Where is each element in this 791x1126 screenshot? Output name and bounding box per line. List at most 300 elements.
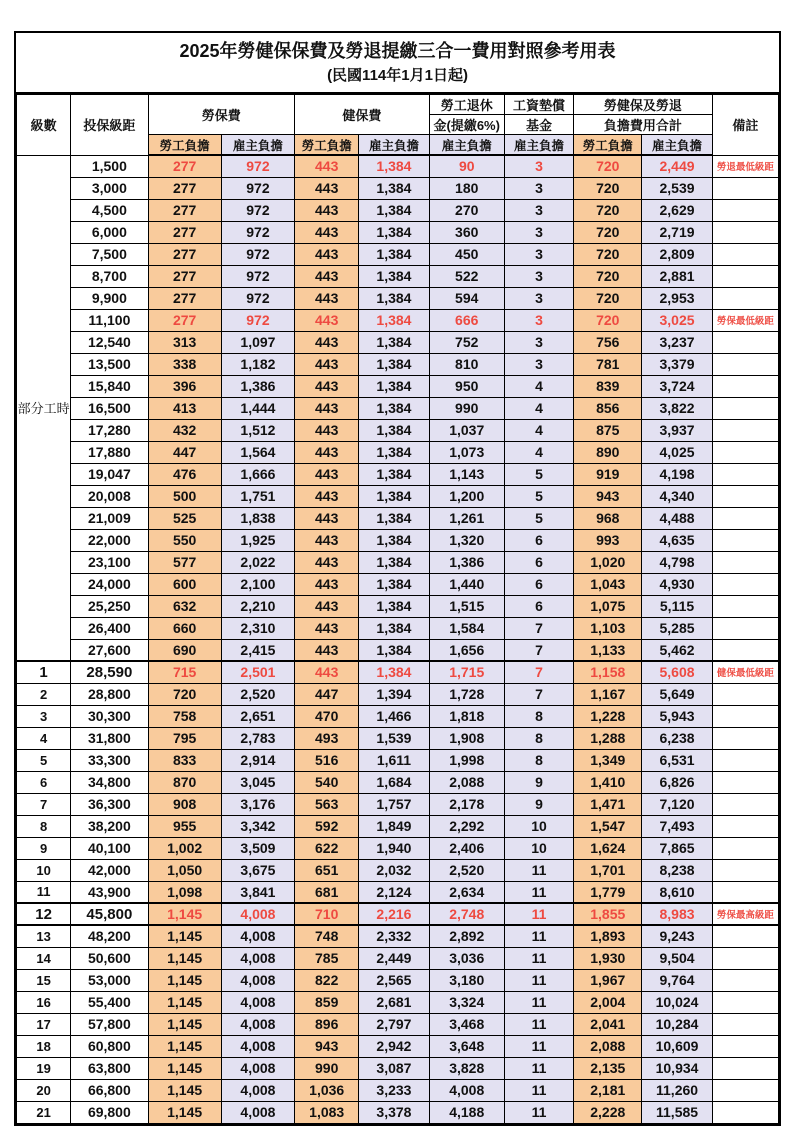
remark-cell	[712, 837, 778, 859]
table-row	[17, 617, 779, 639]
header-pension-line1: 勞工退休	[429, 95, 504, 115]
total-employer-cell: 3,822	[642, 397, 712, 419]
level-cell: 14	[17, 947, 71, 969]
table-row	[17, 705, 779, 727]
health-employer-cell: 1,384	[359, 507, 429, 529]
table-row	[17, 441, 779, 463]
health-employee-cell: 443	[295, 463, 359, 485]
wage-fund-employer-cell: 4	[504, 441, 573, 463]
wage-fund-employer-cell: 7	[504, 617, 573, 639]
bracket-cell: 25,250	[71, 595, 148, 617]
remark-cell	[712, 859, 778, 881]
pension-employer-cell: 450	[429, 243, 504, 265]
table-row	[17, 485, 779, 507]
bracket-cell: 17,880	[71, 441, 148, 463]
labor-employee-cell: 1,145	[148, 991, 221, 1013]
pension-employer-cell: 3,324	[429, 991, 504, 1013]
table-row	[17, 1013, 779, 1035]
total-employer-cell: 9,504	[642, 947, 712, 969]
level-cell: 17	[17, 1013, 71, 1035]
pension-employer-cell: 1,656	[429, 639, 504, 661]
health-employer-cell: 1,684	[359, 771, 429, 793]
health-employee-cell: 443	[295, 287, 359, 309]
labor-employer-cell: 1,838	[221, 507, 294, 529]
bracket-cell: 16,500	[71, 397, 148, 419]
labor-employee-cell: 277	[148, 309, 221, 331]
premium-table	[16, 94, 779, 1124]
total-employee-cell: 2,228	[574, 1101, 642, 1123]
bracket-cell: 40,100	[71, 837, 148, 859]
wage-fund-employer-cell: 3	[504, 287, 573, 309]
labor-employer-cell: 4,008	[221, 925, 294, 947]
table-header	[17, 95, 779, 156]
labor-employer-cell: 972	[221, 287, 294, 309]
wage-fund-employer-cell: 6	[504, 595, 573, 617]
wage-fund-employer-cell: 3	[504, 353, 573, 375]
labor-employee-cell: 277	[148, 177, 221, 199]
labor-employer-cell: 1,512	[221, 419, 294, 441]
total-employer-cell: 7,120	[642, 793, 712, 815]
bracket-cell: 20,008	[71, 485, 148, 507]
total-employee-cell: 993	[574, 529, 642, 551]
total-employer-cell: 2,953	[642, 287, 712, 309]
level-cell: 21	[17, 1101, 71, 1123]
wage-fund-employer-cell: 3	[504, 309, 573, 331]
health-employer-cell: 1,940	[359, 837, 429, 859]
bracket-cell: 42,000	[71, 859, 148, 881]
remark-cell	[712, 551, 778, 573]
pension-employer-cell: 1,440	[429, 573, 504, 595]
labor-employer-cell: 1,097	[221, 331, 294, 353]
bracket-cell: 45,800	[71, 903, 148, 925]
table-row	[17, 331, 779, 353]
header-remark: 備註	[712, 95, 778, 156]
pension-employer-cell: 752	[429, 331, 504, 353]
labor-employee-cell: 313	[148, 331, 221, 353]
pension-employer-cell: 1,200	[429, 485, 504, 507]
table-row	[17, 287, 779, 309]
remark-cell	[712, 639, 778, 661]
health-employee-cell: 1,036	[295, 1079, 359, 1101]
total-employee-cell: 2,088	[574, 1035, 642, 1057]
total-employee-cell: 919	[574, 463, 642, 485]
pension-employer-cell: 4,008	[429, 1079, 504, 1101]
bracket-cell: 57,800	[71, 1013, 148, 1035]
total-employer-cell: 11,260	[642, 1079, 712, 1101]
bracket-cell: 66,800	[71, 1079, 148, 1101]
total-employer-cell: 7,865	[642, 837, 712, 859]
wage-fund-employer-cell: 10	[504, 837, 573, 859]
pension-employer-cell: 2,748	[429, 903, 504, 925]
wage-fund-employer-cell: 7	[504, 661, 573, 683]
remark-cell	[712, 573, 778, 595]
labor-employer-cell: 3,675	[221, 859, 294, 881]
labor-employee-cell: 720	[148, 683, 221, 705]
remark-cell	[712, 793, 778, 815]
total-employee-cell: 1,349	[574, 749, 642, 771]
total-employer-cell: 10,609	[642, 1035, 712, 1057]
pension-employer-cell: 180	[429, 177, 504, 199]
total-employee-cell: 1,471	[574, 793, 642, 815]
labor-employee-cell: 660	[148, 617, 221, 639]
pension-employer-cell: 522	[429, 265, 504, 287]
labor-employee-cell: 396	[148, 375, 221, 397]
health-employee-cell: 990	[295, 1057, 359, 1079]
health-employee-cell: 443	[295, 639, 359, 661]
health-employee-cell: 592	[295, 815, 359, 837]
remark-cell	[712, 749, 778, 771]
labor-employer-cell: 4,008	[221, 903, 294, 925]
health-employee-cell: 681	[295, 881, 359, 903]
labor-employee-cell: 632	[148, 595, 221, 617]
pension-employer-cell: 1,143	[429, 463, 504, 485]
health-employer-cell: 2,032	[359, 859, 429, 881]
health-employer-cell: 1,394	[359, 683, 429, 705]
remark-cell	[712, 375, 778, 397]
total-employee-cell: 1,779	[574, 881, 642, 903]
table-row	[17, 925, 779, 947]
health-employer-cell: 1,384	[359, 661, 429, 683]
bracket-cell: 34,800	[71, 771, 148, 793]
labor-employee-cell: 413	[148, 397, 221, 419]
labor-employer-cell: 4,008	[221, 1079, 294, 1101]
bracket-cell: 17,280	[71, 419, 148, 441]
pension-employer-cell: 1,261	[429, 507, 504, 529]
labor-employee-cell: 525	[148, 507, 221, 529]
labor-employee-cell: 1,145	[148, 947, 221, 969]
health-employer-cell: 1,384	[359, 353, 429, 375]
wage-fund-employer-cell: 11	[504, 991, 573, 1013]
bracket-cell: 13,500	[71, 353, 148, 375]
health-employee-cell: 443	[295, 331, 359, 353]
level-cell: 4	[17, 727, 71, 749]
level-cell: 20	[17, 1079, 71, 1101]
health-employee-cell: 563	[295, 793, 359, 815]
labor-employee-cell: 795	[148, 727, 221, 749]
wage-fund-employer-cell: 4	[504, 375, 573, 397]
bracket-cell: 48,200	[71, 925, 148, 947]
bracket-cell: 60,800	[71, 1035, 148, 1057]
bracket-cell: 1,500	[71, 155, 148, 177]
pension-employer-cell: 1,037	[429, 419, 504, 441]
total-employee-cell: 781	[574, 353, 642, 375]
health-employer-cell: 1,384	[359, 331, 429, 353]
table-row	[17, 639, 779, 661]
health-employer-cell: 1,384	[359, 463, 429, 485]
labor-employee-cell: 1,145	[148, 1057, 221, 1079]
wage-fund-employer-cell: 11	[504, 1057, 573, 1079]
labor-employee-cell: 1,145	[148, 969, 221, 991]
labor-employee-cell: 1,145	[148, 925, 221, 947]
pension-employer-cell: 1,073	[429, 441, 504, 463]
pension-employer-cell: 666	[429, 309, 504, 331]
total-employee-cell: 720	[574, 309, 642, 331]
labor-employee-cell: 1,145	[148, 1035, 221, 1057]
bracket-cell: 7,500	[71, 243, 148, 265]
total-employee-cell: 1,288	[574, 727, 642, 749]
total-employer-cell: 2,809	[642, 243, 712, 265]
table-row	[17, 947, 779, 969]
health-employee-cell: 443	[295, 353, 359, 375]
labor-employer-cell: 3,509	[221, 837, 294, 859]
pension-employer-cell: 1,386	[429, 551, 504, 573]
health-employer-cell: 1,384	[359, 441, 429, 463]
pension-employer-cell: 2,292	[429, 815, 504, 837]
health-employee-cell: 443	[295, 177, 359, 199]
total-employee-cell: 1,967	[574, 969, 642, 991]
remark-cell	[712, 969, 778, 991]
total-employer-cell: 2,881	[642, 265, 712, 287]
total-employee-cell: 2,135	[574, 1057, 642, 1079]
pension-employer-cell: 2,892	[429, 925, 504, 947]
health-employee-cell: 516	[295, 749, 359, 771]
pension-employer-cell: 990	[429, 397, 504, 419]
bracket-cell: 50,600	[71, 947, 148, 969]
table-row	[17, 573, 779, 595]
total-employer-cell: 4,930	[642, 573, 712, 595]
total-employer-cell: 4,488	[642, 507, 712, 529]
remark-cell	[712, 1013, 778, 1035]
reference-sheet	[14, 31, 781, 1126]
total-employer-cell: 7,493	[642, 815, 712, 837]
total-employee-cell: 1,103	[574, 617, 642, 639]
pension-employer-cell: 1,715	[429, 661, 504, 683]
bracket-cell: 55,400	[71, 991, 148, 1013]
level-cell: 3	[17, 705, 71, 727]
total-employee-cell: 890	[574, 441, 642, 463]
health-employee-cell: 1,083	[295, 1101, 359, 1123]
total-employer-cell: 6,531	[642, 749, 712, 771]
labor-employer-cell: 972	[221, 265, 294, 287]
wage-fund-employer-cell: 11	[504, 1101, 573, 1123]
header-wage-fund-line2: 基金	[504, 115, 573, 135]
labor-employee-cell: 715	[148, 661, 221, 683]
total-employer-cell: 4,025	[642, 441, 712, 463]
remark-cell: 勞保最低級距	[712, 309, 778, 331]
remark-cell: 勞退最低級距	[712, 155, 778, 177]
bracket-cell: 11,100	[71, 309, 148, 331]
total-employee-cell: 720	[574, 287, 642, 309]
health-employer-cell: 1,384	[359, 155, 429, 177]
level-cell: 7	[17, 793, 71, 815]
table-row	[17, 683, 779, 705]
health-employee-cell: 443	[295, 661, 359, 683]
remark-cell	[712, 441, 778, 463]
pension-employer-cell: 3,036	[429, 947, 504, 969]
table-row	[17, 727, 779, 749]
total-employer-cell: 4,798	[642, 551, 712, 573]
pension-employer-cell: 360	[429, 221, 504, 243]
health-employee-cell: 443	[295, 243, 359, 265]
health-employee-cell: 943	[295, 1035, 359, 1057]
total-employer-cell: 4,340	[642, 485, 712, 507]
subheader-pension-employer: 雇主負擔	[429, 135, 504, 156]
bracket-cell: 31,800	[71, 727, 148, 749]
bracket-cell: 30,300	[71, 705, 148, 727]
remark-cell	[712, 397, 778, 419]
labor-employee-cell: 690	[148, 639, 221, 661]
health-employer-cell: 1,539	[359, 727, 429, 749]
subheader-total-employer: 雇主負擔	[642, 135, 712, 156]
remark-cell	[712, 727, 778, 749]
total-employee-cell: 756	[574, 331, 642, 353]
total-employer-cell: 10,284	[642, 1013, 712, 1035]
wage-fund-employer-cell: 6	[504, 529, 573, 551]
table-row	[17, 1035, 779, 1057]
wage-fund-employer-cell: 7	[504, 683, 573, 705]
labor-employer-cell: 2,501	[221, 661, 294, 683]
health-employer-cell: 1,384	[359, 397, 429, 419]
health-employer-cell: 1,757	[359, 793, 429, 815]
total-employer-cell: 6,238	[642, 727, 712, 749]
wage-fund-employer-cell: 6	[504, 551, 573, 573]
health-employee-cell: 443	[295, 265, 359, 287]
pension-employer-cell: 810	[429, 353, 504, 375]
total-employer-cell: 8,238	[642, 859, 712, 881]
table-row	[17, 771, 779, 793]
labor-employer-cell: 2,651	[221, 705, 294, 727]
table-row	[17, 375, 779, 397]
remark-cell: 勞保最高級距	[712, 903, 778, 925]
health-employee-cell: 443	[295, 419, 359, 441]
labor-employer-cell: 4,008	[221, 947, 294, 969]
health-employee-cell: 651	[295, 859, 359, 881]
remark-cell	[712, 485, 778, 507]
remark-cell	[712, 243, 778, 265]
subheader-labor-employee: 勞工負擔	[148, 135, 221, 156]
remark-cell	[712, 199, 778, 221]
bracket-cell: 22,000	[71, 529, 148, 551]
total-employer-cell: 8,610	[642, 881, 712, 903]
table-row	[17, 837, 779, 859]
total-employee-cell: 875	[574, 419, 642, 441]
wage-fund-employer-cell: 11	[504, 859, 573, 881]
wage-fund-employer-cell: 11	[504, 1013, 573, 1035]
remark-cell	[712, 815, 778, 837]
health-employer-cell: 1,384	[359, 265, 429, 287]
bracket-cell: 4,500	[71, 199, 148, 221]
wage-fund-employer-cell: 6	[504, 573, 573, 595]
health-employer-cell: 1,466	[359, 705, 429, 727]
labor-employer-cell: 972	[221, 221, 294, 243]
remark-cell	[712, 287, 778, 309]
remark-cell	[712, 925, 778, 947]
health-employee-cell: 443	[295, 529, 359, 551]
subheader-total-employee: 勞工負擔	[574, 135, 642, 156]
level-cell: 10	[17, 859, 71, 881]
part-time-label: 部分工時	[17, 155, 71, 661]
level-cell: 11	[17, 881, 71, 903]
health-employee-cell: 443	[295, 551, 359, 573]
pension-employer-cell: 950	[429, 375, 504, 397]
labor-employee-cell: 277	[148, 221, 221, 243]
labor-employer-cell: 2,783	[221, 727, 294, 749]
total-employee-cell: 2,041	[574, 1013, 642, 1035]
wage-fund-employer-cell: 11	[504, 881, 573, 903]
total-employee-cell: 2,004	[574, 991, 642, 1013]
header-bracket: 投保級距	[71, 95, 148, 156]
health-employee-cell: 859	[295, 991, 359, 1013]
remark-cell	[712, 507, 778, 529]
health-employer-cell: 1,384	[359, 309, 429, 331]
labor-employer-cell: 1,751	[221, 485, 294, 507]
total-employer-cell: 8,983	[642, 903, 712, 925]
labor-employer-cell: 4,008	[221, 969, 294, 991]
remark-cell	[712, 331, 778, 353]
health-employee-cell: 443	[295, 199, 359, 221]
level-cell: 15	[17, 969, 71, 991]
remark-cell	[712, 463, 778, 485]
health-employee-cell: 443	[295, 595, 359, 617]
subheader-health-employee: 勞工負擔	[295, 135, 359, 156]
total-employee-cell: 856	[574, 397, 642, 419]
labor-employee-cell: 833	[148, 749, 221, 771]
remark-cell	[712, 419, 778, 441]
total-employee-cell: 1,624	[574, 837, 642, 859]
table-row	[17, 177, 779, 199]
total-employer-cell: 9,243	[642, 925, 712, 947]
health-employer-cell: 1,384	[359, 375, 429, 397]
pension-employer-cell: 90	[429, 155, 504, 177]
wage-fund-employer-cell: 3	[504, 199, 573, 221]
labor-employee-cell: 577	[148, 551, 221, 573]
health-employer-cell: 1,384	[359, 243, 429, 265]
health-employer-cell: 1,384	[359, 529, 429, 551]
labor-employer-cell: 972	[221, 155, 294, 177]
labor-employee-cell: 476	[148, 463, 221, 485]
labor-employee-cell: 955	[148, 815, 221, 837]
health-employer-cell: 2,797	[359, 1013, 429, 1035]
labor-employee-cell: 277	[148, 265, 221, 287]
health-employee-cell: 622	[295, 837, 359, 859]
total-employee-cell: 720	[574, 243, 642, 265]
level-cell: 5	[17, 749, 71, 771]
total-employee-cell: 1,547	[574, 815, 642, 837]
labor-employer-cell: 2,100	[221, 573, 294, 595]
total-employee-cell: 839	[574, 375, 642, 397]
health-employee-cell: 470	[295, 705, 359, 727]
labor-employee-cell: 1,145	[148, 1079, 221, 1101]
pension-employer-cell: 2,088	[429, 771, 504, 793]
health-employee-cell: 443	[295, 375, 359, 397]
wage-fund-employer-cell: 11	[504, 1035, 573, 1057]
wage-fund-employer-cell: 7	[504, 639, 573, 661]
subheader-wage-fund-employer: 雇主負擔	[504, 135, 573, 156]
total-employer-cell: 10,024	[642, 991, 712, 1013]
remark-cell	[712, 177, 778, 199]
total-employee-cell: 720	[574, 221, 642, 243]
health-employee-cell: 443	[295, 617, 359, 639]
remark-cell	[712, 221, 778, 243]
table-row	[17, 265, 779, 287]
total-employee-cell: 1,930	[574, 947, 642, 969]
remark-cell	[712, 595, 778, 617]
health-employer-cell: 2,565	[359, 969, 429, 991]
bracket-cell: 19,047	[71, 463, 148, 485]
subheader-health-employer: 雇主負擔	[359, 135, 429, 156]
bracket-cell: 27,600	[71, 639, 148, 661]
wage-fund-employer-cell: 11	[504, 1079, 573, 1101]
wage-fund-employer-cell: 8	[504, 705, 573, 727]
health-employer-cell: 1,384	[359, 551, 429, 573]
total-employee-cell: 1,893	[574, 925, 642, 947]
bracket-cell: 63,800	[71, 1057, 148, 1079]
total-employer-cell: 2,449	[642, 155, 712, 177]
wage-fund-employer-cell: 3	[504, 221, 573, 243]
labor-employee-cell: 758	[148, 705, 221, 727]
level-cell: 2	[17, 683, 71, 705]
labor-employer-cell: 972	[221, 199, 294, 221]
